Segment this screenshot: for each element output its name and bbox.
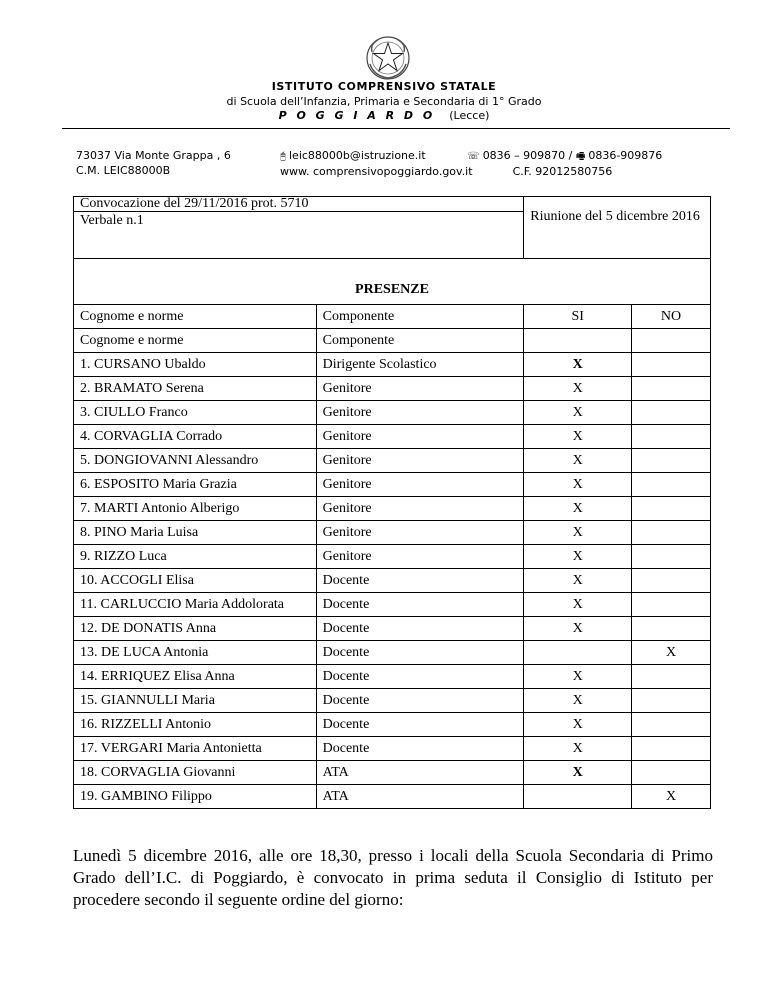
present-mark: X — [524, 761, 632, 785]
member-component: Genitore — [316, 545, 524, 569]
town-name: P O G G I A R D O — [278, 109, 436, 122]
member-name: 17. VERGARI Maria Antonietta — [74, 737, 317, 761]
table-row — [74, 641, 711, 665]
present-mark — [524, 785, 632, 809]
province: (Lecce) — [449, 109, 490, 122]
member-component: Genitore — [316, 521, 524, 545]
member-component: Genitore — [316, 497, 524, 521]
absent-mark — [632, 593, 711, 617]
member-component: Docente — [316, 617, 524, 641]
presenze-title: PRESENZE — [74, 259, 711, 305]
table-row — [74, 497, 711, 521]
col-header-component: Componente — [316, 305, 524, 329]
present-mark: X — [524, 401, 632, 425]
minutes-paragraph: Lunedì 5 dicembre 2016, alle ore 18,30, presso i locali della Scuola Secondaria di Primo Grado dell’I.C. di Poggiardo, è convocato in prima seduta il Consiglio di Istituto per procedere secondo il seguente ordine del giorno: — [73, 846, 713, 909]
absent-mark — [632, 569, 711, 593]
member-name: 19. GAMBINO Filippo — [74, 785, 317, 809]
meeting-date: Riunione del 5 dicembre 2016 — [524, 197, 711, 259]
school-type: di Scuola dell’Infanzia, Primaria e Secondaria di 1° Grado — [226, 95, 542, 108]
fax-number: 0836-909876 — [588, 149, 663, 162]
absent-mark: X — [632, 641, 711, 665]
table-row — [74, 401, 711, 425]
present-mark — [524, 641, 632, 665]
street-address: 73037 Via Monte Grappa , 6 — [76, 149, 231, 162]
member-component: Docente — [316, 713, 524, 737]
table-row — [74, 665, 711, 689]
absent-mark — [632, 473, 711, 497]
member-component: Docente — [316, 593, 524, 617]
member-component: ATA — [316, 785, 524, 809]
republic-emblem-icon — [364, 34, 412, 82]
present-mark: X — [524, 377, 632, 401]
school-location — [0, 109, 768, 122]
member-name: 12. DE DONATIS Anna — [74, 617, 317, 641]
member-component: Genitore — [316, 425, 524, 449]
absent-mark — [632, 401, 711, 425]
table-row — [74, 521, 711, 545]
absent-mark — [632, 497, 711, 521]
member-component: Docente — [316, 689, 524, 713]
table-row — [74, 425, 711, 449]
fiscal-code: C.F. 92012580756 — [512, 165, 613, 178]
table-row — [74, 785, 711, 809]
member-name: 3. CIULLO Franco — [74, 401, 317, 425]
mouse-icon: 🖰 — [280, 151, 286, 162]
empty-cell — [632, 329, 711, 353]
table-row — [74, 473, 711, 497]
member-name: 5. DONGIOVANNI Alessandro — [74, 449, 317, 473]
absent-mark — [632, 761, 711, 785]
attendance-table — [73, 196, 711, 809]
present-mark: X — [524, 497, 632, 521]
present-mark: X — [524, 665, 632, 689]
present-mark: X — [524, 449, 632, 473]
member-name: 8. PINO Maria Luisa — [74, 521, 317, 545]
address-block — [76, 148, 231, 178]
member-name: 10. ACCOGLI Elisa — [74, 569, 317, 593]
present-mark: X — [524, 737, 632, 761]
absent-mark — [632, 545, 711, 569]
absent-mark — [632, 377, 711, 401]
member-component: Genitore — [316, 473, 524, 497]
present-mark: X — [524, 473, 632, 497]
member-name: 15. GIANNULLI Maria — [74, 689, 317, 713]
col-header-name-repeat: Cognome e norme — [74, 329, 317, 353]
member-component: Docente — [316, 737, 524, 761]
table-row — [74, 689, 711, 713]
member-component: ATA — [316, 761, 524, 785]
col-header-name: Cognome e norme — [74, 305, 317, 329]
present-mark: X — [524, 545, 632, 569]
member-name: 13. DE LUCA Antonia — [74, 641, 317, 665]
table-row — [74, 545, 711, 569]
absent-mark — [632, 353, 711, 377]
absent-mark: X — [632, 785, 711, 809]
present-mark: X — [524, 617, 632, 641]
member-name: 11. CARLUCCIO Maria Addolorata — [74, 593, 317, 617]
present-mark: X — [524, 713, 632, 737]
table-row — [74, 377, 711, 401]
col-header-si: SI — [524, 305, 632, 329]
member-component: Genitore — [316, 449, 524, 473]
member-name: 6. ESPOSITO Maria Grazia — [74, 473, 317, 497]
table-row — [74, 449, 711, 473]
convocation-cell — [74, 197, 524, 259]
table-row — [74, 593, 711, 617]
absent-mark — [632, 521, 711, 545]
member-name: 16. RIZZELLI Antonio — [74, 713, 317, 737]
present-mark: X — [524, 425, 632, 449]
absent-mark — [632, 689, 711, 713]
member-name: 2. BRAMATO Serena — [74, 377, 317, 401]
member-component: Docente — [316, 641, 524, 665]
school-code: C.M. LEIC88000B — [76, 164, 171, 177]
table-row — [74, 617, 711, 641]
convocation-text: Convocazione del 29/11/2016 prot. 5710 — [74, 197, 523, 212]
present-mark: X — [524, 689, 632, 713]
member-component: Dirigente Scolastico — [316, 353, 524, 377]
present-mark: X — [524, 353, 632, 377]
fax-icon: 🖷 — [575, 151, 586, 162]
table-row — [74, 569, 711, 593]
member-name: 4. CORVAGLIA Corrado — [74, 425, 317, 449]
member-name: 14. ERRIQUEZ Elisa Anna — [74, 665, 317, 689]
member-component: Docente — [316, 569, 524, 593]
member-name: 7. MARTI Antonio Alberigo — [74, 497, 317, 521]
present-mark: X — [524, 569, 632, 593]
empty-cell — [524, 329, 632, 353]
absent-mark — [632, 713, 711, 737]
email-address[interactable]: leic88000b@istruzione.it — [289, 149, 426, 162]
table-row — [74, 737, 711, 761]
present-mark: X — [524, 521, 632, 545]
member-component: Docente — [316, 665, 524, 689]
member-name: 1. CURSANO Ubaldo — [74, 353, 317, 377]
telephone-icon: ☏ — [467, 151, 480, 162]
contact-block — [280, 148, 662, 179]
absent-mark — [632, 737, 711, 761]
col-header-component-repeat: Componente — [316, 329, 524, 353]
absent-mark — [632, 665, 711, 689]
col-header-no: NO — [632, 305, 711, 329]
member-component: Genitore — [316, 377, 524, 401]
attendance-rows — [74, 353, 711, 809]
member-name: 18. CORVAGLIA Giovanni — [74, 761, 317, 785]
table-row — [74, 353, 711, 377]
table-row — [74, 713, 711, 737]
member-component: Genitore — [316, 401, 524, 425]
table-row — [74, 761, 711, 785]
school-name: ISTITUTO COMPRENSIVO STATALE — [271, 80, 497, 93]
verbale-number: Verbale n.1 — [80, 213, 144, 228]
phone-number: 0836 – 909870 / — [482, 149, 573, 162]
absent-mark — [632, 425, 711, 449]
absent-mark — [632, 617, 711, 641]
member-name: 9. RIZZO Luca — [74, 545, 317, 569]
website-link[interactable]: www. comprensivopoggiardo.gov.it — [280, 165, 473, 178]
header-divider — [62, 128, 730, 129]
absent-mark — [632, 449, 711, 473]
present-mark: X — [524, 593, 632, 617]
